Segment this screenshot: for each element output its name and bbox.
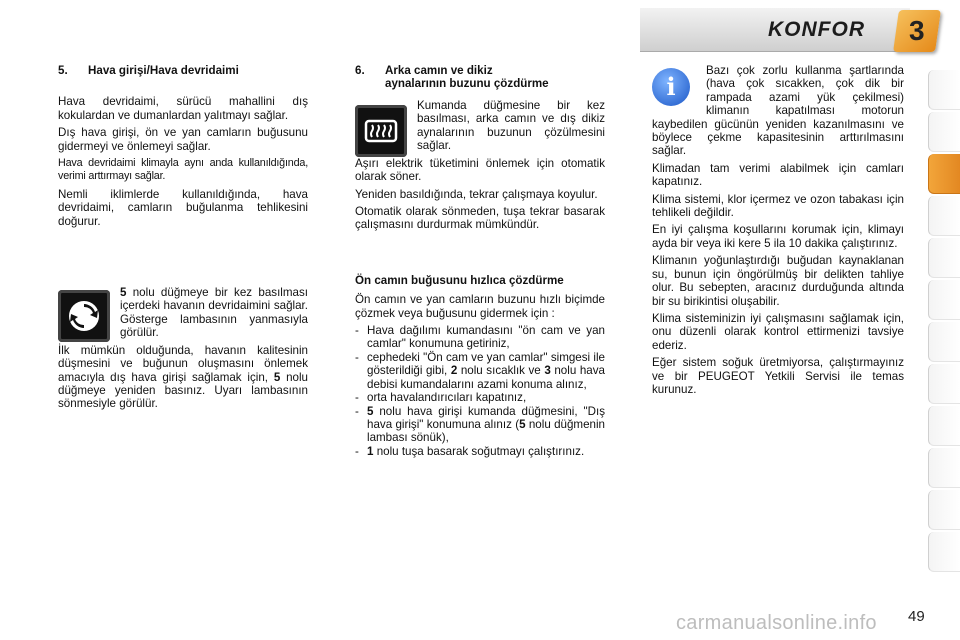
section-6-title-line1: Arka camın ve dikiz xyxy=(385,64,493,77)
chapter-title: KONFOR xyxy=(768,18,865,41)
chapter-tab-12[interactable] xyxy=(928,532,960,572)
chapter-tab-2[interactable] xyxy=(928,112,960,152)
list-item xyxy=(355,405,605,445)
list-item-text: nolu hava girişi kumanda düğmesini, "Dış hava girişi" konumuna alınız ( xyxy=(367,404,605,431)
section-6-paragraph: Otomatik olarak sönmeden, tuşa tekrar basarak çalışmasını durdurmak mümkündür. xyxy=(355,205,605,232)
chapter-tab-3-active[interactable] xyxy=(928,154,960,194)
outside-air-text: İlk mümkün olduğunda, havanın kalitesinin düşmesini ve buğunun oluşmasını önlemek amacıyla dış hava girişi sağlamak için, xyxy=(58,343,308,384)
section-6-title-line2: aynalarının buzunu çözdürme xyxy=(385,77,549,91)
chapter-number-badge xyxy=(893,10,941,52)
recirculation-block xyxy=(58,286,308,344)
list-item-text: Hava dağılımı kumandasını "ön cam ve yan camlar" konumuna getiriniz, xyxy=(367,324,605,351)
section-6-paragraph: Kumanda düğmesine bir kez basılması, arka camın ve dış dikiz aynalarının buzunun çözülmesini sağlar. xyxy=(417,98,605,153)
section-6-number: 6. xyxy=(355,64,365,77)
list-item xyxy=(355,445,605,458)
list-item-text: nolu düğmenin lambası sönük), xyxy=(367,417,605,445)
recirculation-paragraph xyxy=(120,286,308,340)
watermark: carmanualsonline.info xyxy=(676,612,877,634)
outside-air-text-end: nolu düğmeye yeniden basınız. Uyarı lambasının sönmesiyle görülür. xyxy=(58,370,308,411)
section-5-paragraph: Dış hava girişi, ön ve yan camların buğusunu gidermeyi ve önlemeyi sağlar. xyxy=(58,126,308,153)
button-number: 5 xyxy=(367,404,374,418)
chapter-tab-8[interactable] xyxy=(928,364,960,404)
list-item-text: nolu sıcaklık ve xyxy=(460,364,541,378)
section-5-paragraph: Nemli iklimlerde kullanıldığında, hava devridaimi, camların buğulanma tehlikesini doğurur. xyxy=(58,187,308,228)
section-6 xyxy=(355,64,605,458)
list-item xyxy=(355,324,605,351)
info-paragraph: Klima sisteminizin iyi çalışmasını sağlamak için, onu düzenli olarak kontrol ettirmenizi tavsiye ederiz. xyxy=(652,311,904,352)
chapter-tab-6[interactable] xyxy=(928,280,960,320)
chapter-tab-5[interactable] xyxy=(928,238,960,278)
section-5-paragraph: Hava devridaimi, sürücü mahallini dış kokulardan ve dumanlardan yalıtmayı sağlar. xyxy=(58,95,308,122)
recirculation-text: nolu düğmeye bir kez basılması içerdeki havanın devridaimini sağlar. Gösterge lambasının yanmasıyla görülür. xyxy=(120,286,308,340)
quick-demist-list xyxy=(355,324,605,458)
quick-demist-intro: Ön camın ve yan camların buzunu hızlı biçimde çözmek veya buğusunu gidermek için : xyxy=(355,293,605,320)
info-paragraph: Klimadan tam verimi alabilmek için camları kapatınız. xyxy=(652,161,904,189)
page-number: 49 xyxy=(908,608,925,625)
button-number: 5 xyxy=(120,286,127,300)
info-icon: i xyxy=(652,68,690,106)
chapter-tab-11[interactable] xyxy=(928,490,960,530)
info-paragraph: Eğer sistem soğuk üretmiyorsa, çalıştırmayınız ve bir PEUGEOT Yetkili Servisi ile temas kurunuz. xyxy=(652,356,904,396)
info-paragraph: Klimanın yoğunlaştırdığı buğudan kaynaklanan su, bunun için öngörülmüş bir delikten tahliye olur. Bu sebepten, aracınız durduğunda altında bir su birikintisi oluşabilir. xyxy=(652,254,904,308)
list-item xyxy=(355,391,605,404)
chapter-tabs xyxy=(928,70,960,574)
info-icon-wrap xyxy=(652,64,698,114)
info-paragraph: Bazı çok zorlu kullanma şartlarında (hava çok sıcakken, çok dik bir rampada azami yük çekilmesi) klimanın kapatılması motorun kaybedilen gücünün yeniden kazanılmasını ve böylece çekme kapasitesinin arttırılmasını sağlar. xyxy=(652,64,904,158)
info-paragraph: Klima sistemi, klor içermez ve ozon tabakası için tehlikeli değildir. xyxy=(652,192,904,220)
list-item xyxy=(355,351,605,391)
info-paragraph: En iyi çalışma koşullarını korumak için, klimayı ayda bir veya iki kere 5 ila 10 dakika çalıştırınız. xyxy=(652,223,904,250)
section-5-heading xyxy=(58,64,308,77)
section-6-paragraph: Yeniden basıldığında, tekrar çalışmaya koyulur. xyxy=(355,187,598,201)
chapter-tab-1[interactable] xyxy=(928,70,960,110)
chapter-number: 3 xyxy=(909,15,925,46)
button-number: 5 xyxy=(519,417,526,431)
button-number: 2 xyxy=(450,364,458,378)
rear-defrost-block xyxy=(355,99,605,157)
section-6-heading xyxy=(355,64,605,91)
list-item-text: nolu hava debisi kumandalarını azami konuma alınız, xyxy=(367,364,605,391)
info-note xyxy=(652,64,904,400)
button-number: 1 xyxy=(367,444,374,458)
section-5-paragraph: Hava devridaimi klimayla aynı anda kullanıldığında, verimi arttırmayı sağlar. xyxy=(58,157,308,183)
air-recirculation-icon xyxy=(58,290,110,342)
chapter-tab-9[interactable] xyxy=(928,406,960,446)
list-item-text: orta havalandırıcıları kapatınız, xyxy=(367,391,527,405)
rear-defrost-icon xyxy=(355,105,407,157)
quick-demist-heading: Ön camın buğusunu hızlıca çözdürme xyxy=(355,273,564,287)
chapter-tab-10[interactable] xyxy=(928,448,960,488)
section-5-title: Hava girişi/Hava devridaimi xyxy=(88,64,239,77)
chapter-tab-4[interactable] xyxy=(928,196,960,236)
section-5 xyxy=(58,64,308,415)
list-item-text: cephedeki "Ön cam ve yan camlar" simgesi ile gösterildiği gibi, xyxy=(367,350,605,378)
section-5-paragraph xyxy=(58,344,308,411)
section-5-number: 5. xyxy=(58,64,68,77)
section-6-paragraph: Aşırı elektrik tüketimini önlemek için otomatik olarak söner. xyxy=(355,156,605,184)
chapter-tab-7[interactable] xyxy=(928,322,960,362)
button-number: 3 xyxy=(544,364,551,378)
list-item-text: nolu tuşa basarak soğutmayı çalıştırınız. xyxy=(376,444,585,458)
button-number: 5 xyxy=(273,370,281,384)
